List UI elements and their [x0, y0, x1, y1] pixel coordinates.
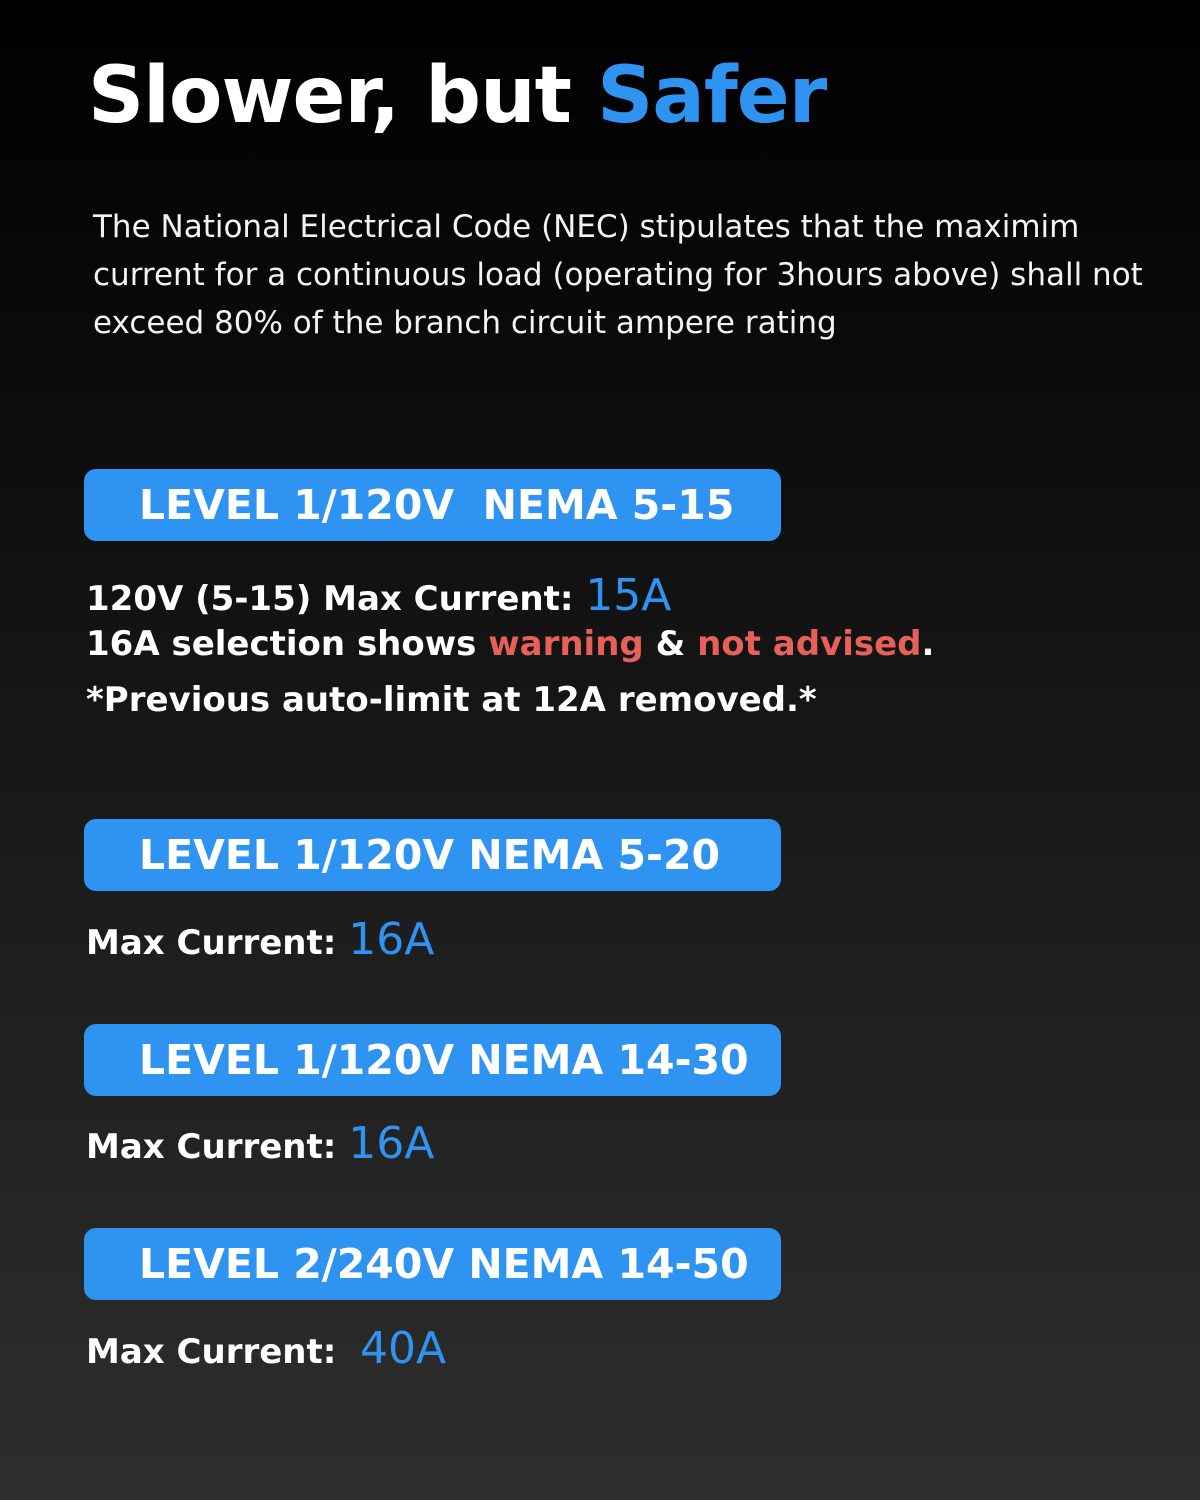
max-current-value: 40A — [360, 1323, 447, 1374]
warning-word: warning — [488, 624, 644, 664]
badge-label: LEVEL 1/120V NEMA 14-30 — [139, 1036, 749, 1084]
auto-limit-note: *Previous auto-limit at 12A removed.* — [86, 680, 817, 720]
max-current-line-5-15 — [86, 570, 671, 623]
max-current-label: 120V (5-15) Max Current: — [86, 579, 586, 619]
badge-label: LEVEL 2/240V NEMA 14-50 — [139, 1240, 749, 1288]
max-current-value: 16A — [348, 1118, 435, 1169]
intro-paragraph: The National Electrical Code (NEC) stipulates that the maximim current for a continuous load (operating for 3hours above) shall not exceed 80% of the branch circuit ampere rating — [93, 209, 1143, 341]
warning-line-text: 16A selection shows — [86, 624, 489, 664]
badge-label: LEVEL 1/120V NEMA 5-20 — [139, 831, 721, 879]
headline-text: Slower, but — [88, 51, 598, 141]
max-current-value: 16A — [348, 914, 435, 965]
max-current-line-5-20 — [86, 914, 434, 967]
max-current-label: Max Current: — [86, 923, 349, 963]
level-badge-nema-5-15 — [84, 469, 781, 541]
level-badge-nema-14-30 — [84, 1024, 781, 1096]
headline — [88, 50, 826, 144]
warning-line-joiner: & — [643, 624, 698, 664]
badge-label: LEVEL 1/120V NEMA 5-15 — [139, 481, 735, 529]
headline-accent: Safer — [597, 51, 827, 141]
max-current-label: Max Current: — [86, 1332, 361, 1372]
level-badge-nema-5-20 — [84, 819, 781, 891]
max-current-label: Max Current: — [86, 1127, 349, 1167]
max-current-line-14-50 — [86, 1323, 446, 1376]
max-current-value: 15A — [585, 570, 672, 621]
level-badge-nema-14-50 — [84, 1228, 781, 1300]
warning-line-period: . — [921, 624, 935, 664]
max-current-line-14-30 — [86, 1118, 434, 1171]
not-advised-word: not advised — [697, 624, 922, 664]
warning-line — [86, 624, 934, 665]
